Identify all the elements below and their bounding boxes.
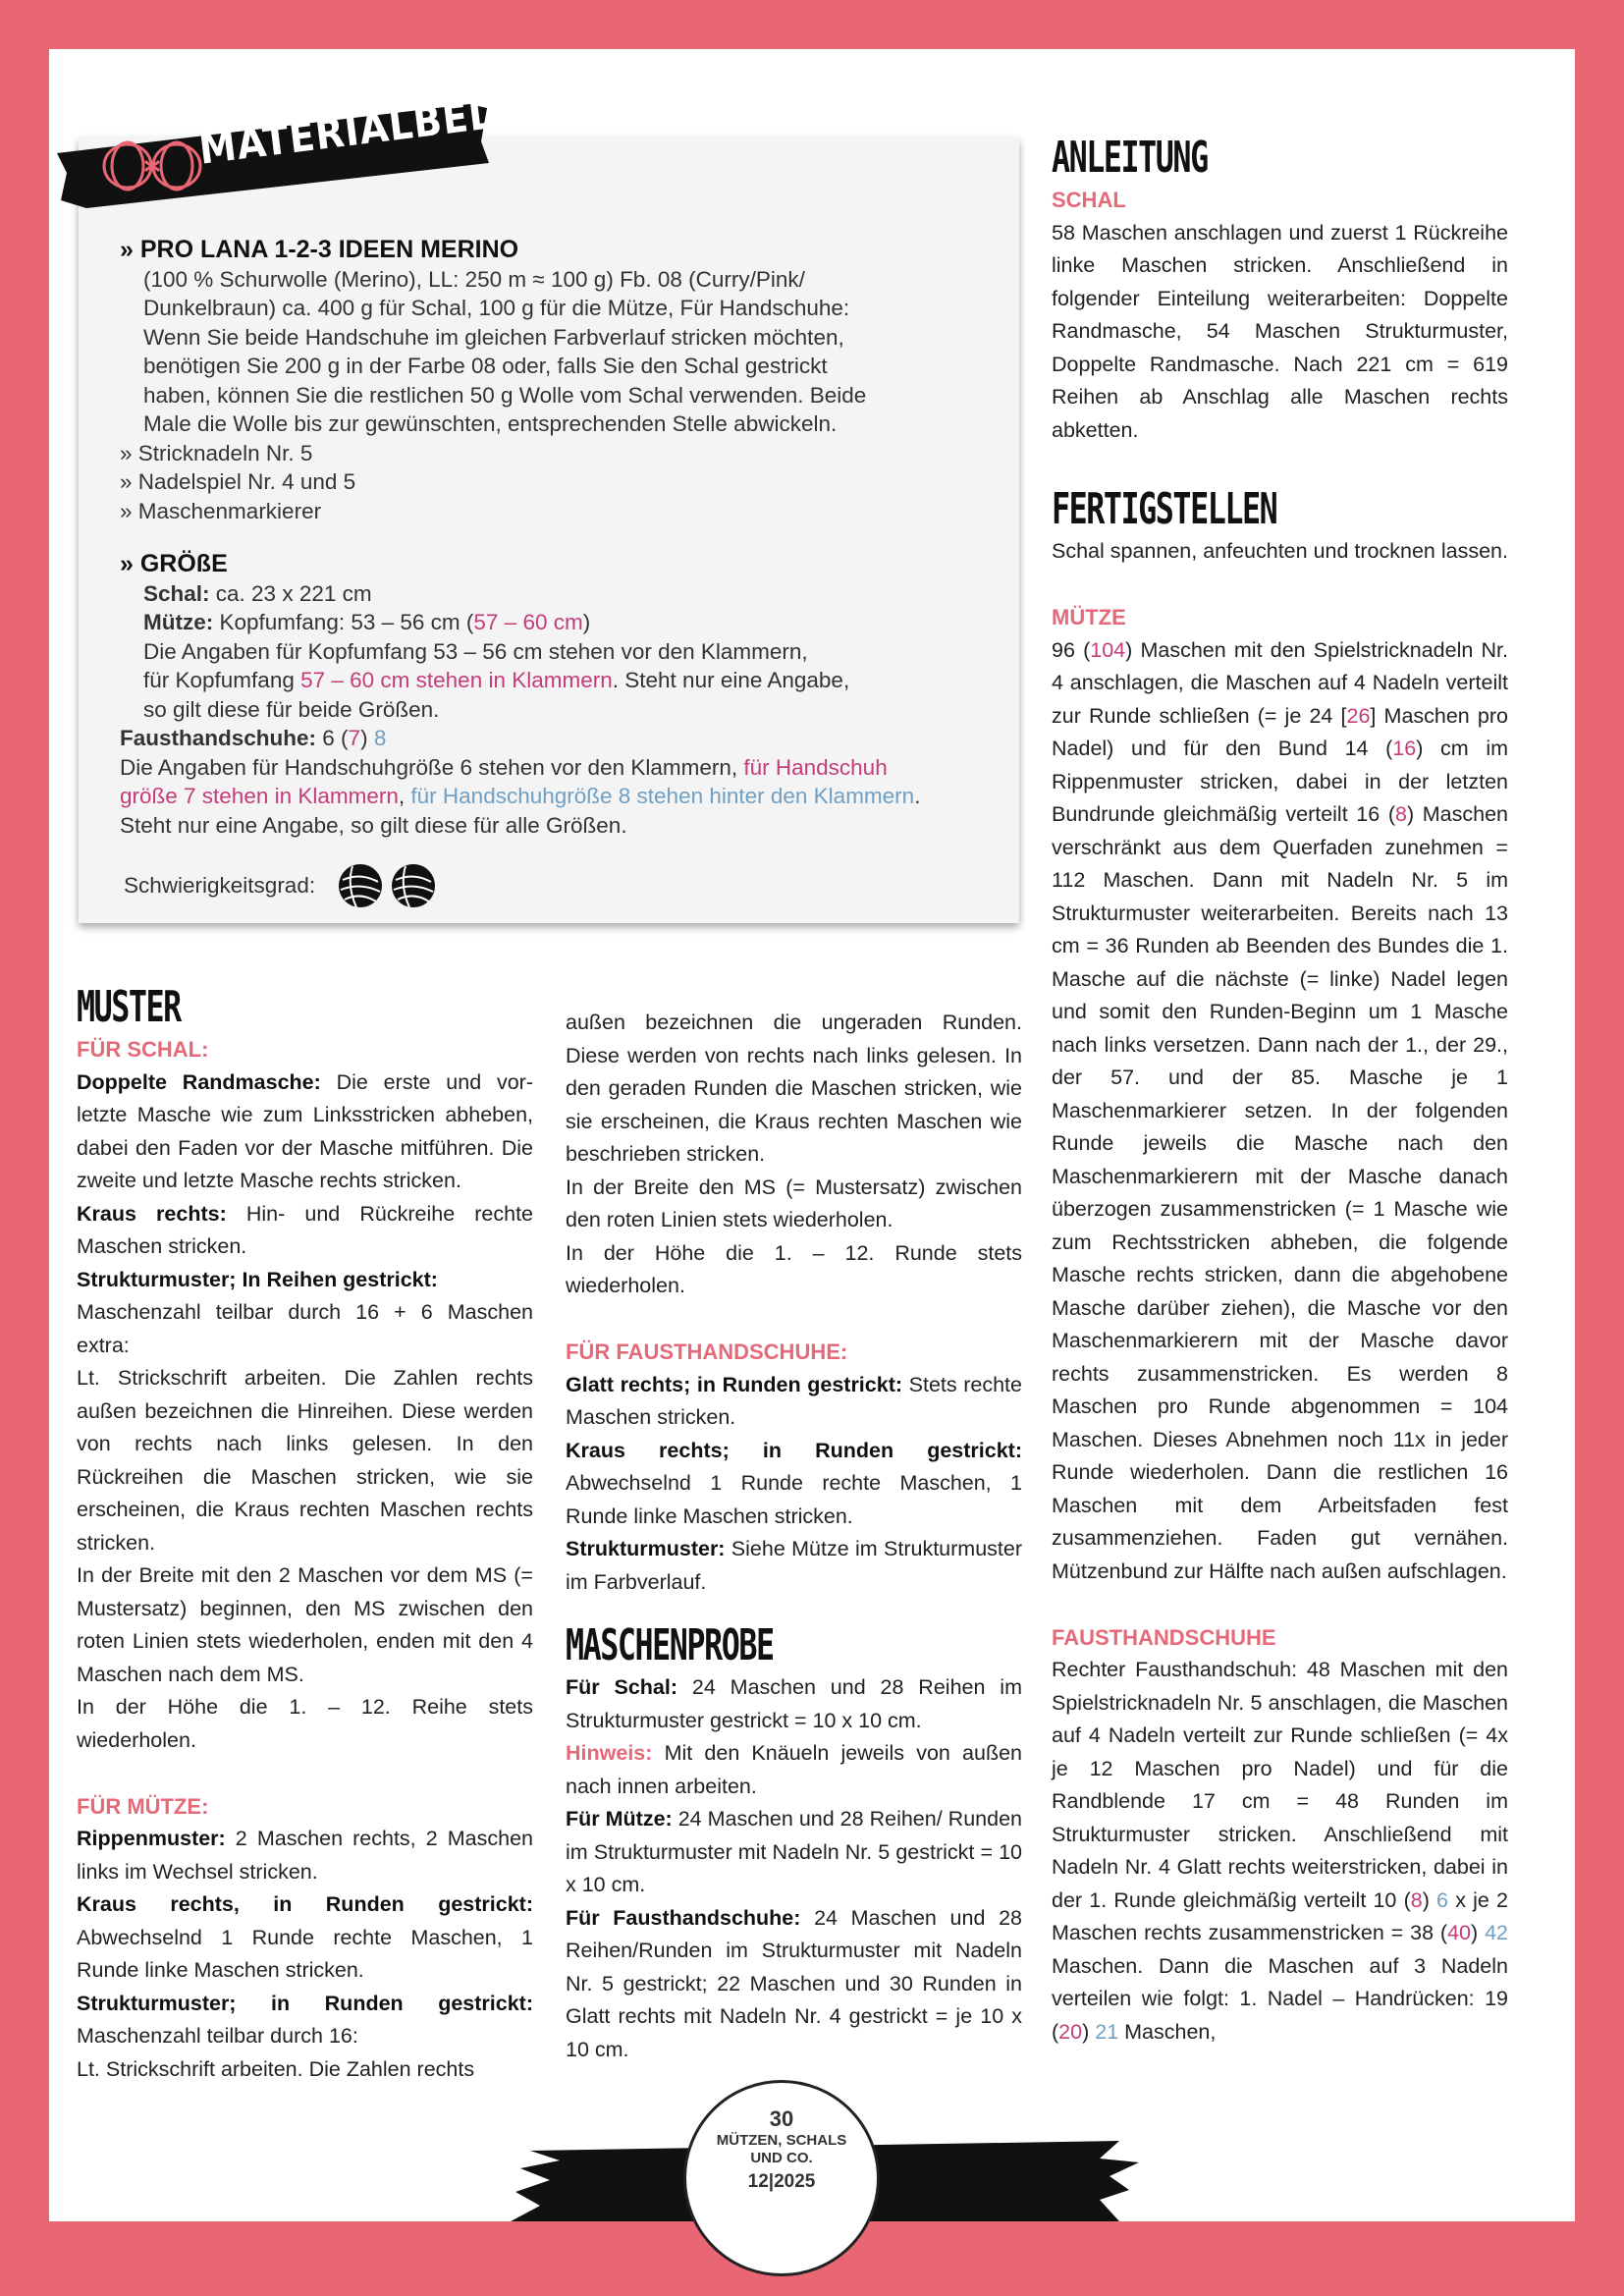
kraus-rechts-runden: Kraus rechts; in Runden gestrickt: Abwechselnd 1 Runde rechte Maschen, 1 Runde linke Maschen stricken. [566,1438,1022,1528]
material-title: MATERIALBEDARF [196,78,588,174]
size-faust: Fausthandschuhe: 6 (7) 8 [120,726,387,750]
schal-subhead: SCHAL [1052,188,1126,212]
tool-item: » Nadelspiel Nr. 4 und 5 [120,469,356,494]
anleitung-heading: ANLEITUNG [1052,133,1208,183]
muetze-subhead: MÜTZE [1052,605,1126,629]
paragraph: Schal spannen, anfeuchten und trocknen lassen. [1052,539,1508,563]
page [49,49,1575,2221]
yarn-line: Wenn Sie beide Handschuhe im gleichen Farbverlauf stricken möchten, [143,324,844,350]
muster-heading: MUSTER [77,982,181,1032]
paragraph: In der Höhe die 1. – 12. Reihe stets wiederholen. [77,1695,533,1752]
yarn-head: » PRO LANA 1-2-3 IDEEN MERINO [120,236,519,263]
paragraph: Maschenzahl teilbar durch 16 + 6 Maschen extra: [77,1300,533,1357]
kraus-runden: Kraus rechts, in Runden gestrickt: Abwechselnd 1 Runde rechte Maschen, 1 Runde linke Maschen stricken. [77,1892,533,1982]
magazine-title: MÜTZEN, SCHALS [716,2132,847,2149]
size-note: für Kopfumfang 57 – 60 cm stehen in Klammern. Steht nur eine Angabe, [143,668,850,692]
page-number-badge [683,2080,880,2276]
yarn-line: Male die Wolle bis zur gewünschten, entsprechenden Stelle abwickeln. [143,411,838,436]
size-note: so gilt diese für beide Größen. [143,696,440,722]
struktur-head: Strukturmuster; In Reihen gestrickt: [77,1267,438,1291]
size-note: Die Angaben für Kopfumfang 53 – 56 cm stehen vor den Klammern, [143,638,808,664]
size-head: » GRÖßE [120,550,228,577]
page-number: 30 [769,2106,794,2131]
muetze-instructions: 96 (104) Maschen mit den Spielstricknadeln Nr. 4 anschlagen, die Maschen auf 4 Nadeln verteilt zur Runde schließen (= je 24 [26] Maschen pro Nadel) und für den Bund 14 (16) cm im Rippenmuster stricken, dabei in der letzten Bundrunde gleichmäßig verteilt 16 (8) Maschen verschränkt aus dem Querfaden zunehmen = 112 Maschen. Dann mit Nadeln Nr. 5 im Strukturmuster weiterarbeiten. Bereits nach 13 cm = 36 Runden ab Beenden des Bundes die 1. Masche auf die nächste (= linke) Nadel legen und somit den Runden-Beginn um 1 Masche nach links versetzen. Dann nach der 1., der 29., der 57. und der 85. Masche je 1 Maschenmarkierer setzen. In der folgenden Runde jeweils die Masche nach den Maschenmarkierern mit der Masche danach überzogen zusammenstricken (= 1 Masche wie zum Rechtsstricken abheben, die folgende Masche rechts stricken, dann die abgehobene Masche darüber ziehen), die Masche vor den Maschenmarkierern mit der Masche davor rechts zusammenstricken. Es werden 8 Maschen pro Runde abgenommen = 104 Maschen. Dieses Abnehmen noch 11x in jeder Runde wiederholen. Dann die restlichen 16 Maschen mit dem Arbeitsfaden fest zusammenziehen. Faden gut vernähen. Mützenbund zur Hälfte nach außen aufschlagen. [1052,637,1509,1583]
yarn-ball-icon [390,862,437,909]
material-box [79,78,1019,923]
issue-date: 12|2025 [747,2171,816,2192]
faust-note: Steht nur eine Angabe, so gilt diese für alle Größen. [120,812,627,838]
paragraph: Lt. Strickschrift arbeiten. Die Zahlen rechts außen bezeichnen die Hinreihen. Diese werden von rechts nach links gelesen. In den Rückreihen die Maschen stricken, wie sie erscheinen, die Kraus rechten Maschen rechts stricken. [77,1366,533,1555]
yarn-line: Dunkelbraun) ca. 400 g für Schal, 100 g für die Mütze, Für Handschuhe: [143,296,850,320]
mp-faust: Für Fausthandschuhe: 24 Maschen und 28 Reihen/Runden im Strukturmuster mit Nadeln Nr. 5 gestrickt; 22 Maschen und 30 Runden in Glatt rechts mit Nadeln Nr. 4 gestrickt = je 10 x 10 cm. [566,1905,1022,2061]
paragraph: 58 Maschen anschlagen und zuerst 1 Rückreihe linke Maschen stricken. Anschließend in folgender Einteilung weiterarbeiten: Doppelte Randmasche, 54 Maschen Strukturmuster, Doppelte Randmasche. Nach 221 cm = 619 Reihen ab Anschlag alle Maschen rechts abketten. [1052,220,1508,442]
rippenmuster: Rippenmuster: 2 Maschen rechts, 2 Maschen links im Wechsel stricken. [77,1827,533,1884]
difficulty-label: Schwierigkeitsgrad: [124,873,316,899]
faust-subhead: FAUSTHANDSCHUHE [1052,1624,1276,1650]
paragraph: In der Breite den MS (= Mustersatz) zwischen den roten Linien stets wiederholen. [566,1175,1022,1231]
faust-instructions: Rechter Fausthandschuh: 48 Maschen mit den Spielstricknadeln Nr. 5 anschlagen, die Maschen auf 4 Nadeln verteilt zur Runde schließen (= 4x je 12 Maschen pro Nadel) und für die Randblende 17 cm = 48 Runden im Strukturmuster stricken. Anschließend mit Nadeln Nr. 4 Glatt rechts weiterstricken, dabei in der 1. Runde gleichmäßig verteilt 10 (8) 6 x je 2 Maschen rechts zusammenstricken = 38 (40) 42 Maschen. Dann die Maschen auf 3 Nadeln verteilen wie folgt: 1. Nadel – Handrücken: 19 (20) 21 Maschen, [1052,1658,1508,2044]
size-schal: Schal: ca. 23 x 221 cm [143,580,372,606]
yarn-ball-icon [337,862,384,909]
muster-column [77,982,533,2086]
mp-muetze: Für Mütze: 24 Maschen und 28 Reihen/ Runden im Strukturmuster mit Nadeln Nr. 5 gestrickt = 10 x 10 cm. [566,1807,1022,1896]
struktur-runden: Strukturmuster; in Runden gestrickt: Maschenzahl teilbar durch 16: [77,1991,533,2048]
yarn-line: (100 % Schurwolle (Merino), LL: 250 m ≈ 100 g) Fb. 08 (Curry/Pink/ [143,266,805,292]
tool-item: » Maschenmarkierer [120,498,322,523]
yarn-lines [120,265,984,439]
doppelte-randmasche: Doppelte Randmasche: Die erste und vor-letzte Masche wie zum Linksstricken abheben, dabei den Faden vor der Masche mitführen. Die zweite und letzte Masche rechts stricken. [77,1069,533,1192]
yarn-icon [98,132,206,200]
fuer-schal-subhead: FÜR SCHAL: [77,1037,209,1062]
paragraph: Lt. Strickschrift arbeiten. Die Zahlen rechts [77,2056,475,2081]
paragraph: In der Höhe die 1. – 12. Runde stets wiederholen. [566,1240,1022,1297]
paragraph: In der Breite mit den 2 Maschen vor dem MS (= Mustersatz) beginnen, den MS zwischen den roten Linien stets wiederholen, enden mit den 4 Maschen nach dem MS. [77,1563,533,1686]
yarn-block [120,236,984,525]
fuer-muetze-subhead: FÜR MÜTZE: [77,1793,209,1819]
middle-column [566,1007,1022,2066]
magazine-title-2: UND CO. [750,2150,813,2166]
fertigstellen-heading: FERTIGSTELLEN [1052,484,1277,534]
tool-item: » Stricknadeln Nr. 5 [120,440,313,465]
yarn-line: haben, können Sie die restlichen 50 g Wolle vom Schal verwenden. Beide [143,382,867,408]
faust-note: Die Angaben für Handschuhgröße 6 stehen vor den Klammern, für Handschuh [120,754,888,780]
size-muetze: Mütze: Kopfumfang: 53 – 56 cm (57 – 60 cm) [143,610,591,634]
glatt-rechts: Glatt rechts; in Runden gestrickt: Stets rechte Maschen stricken. [566,1372,1022,1429]
hinweis: Hinweis: Mit den Knäueln jeweils von außen nach innen arbeiten. [566,1741,1022,1798]
size-block [120,550,1003,840]
mp-schal: Für Schal: 24 Maschen und 28 Reihen im Strukturmuster gestrickt = 10 x 10 cm. [566,1675,1022,1732]
paragraph: außen bezeichnen die ungeraden Runden. Diese werden von rechts nach links gelesen. In den geraden Runden die Maschen stricken, wie sie erscheinen, die Kraus rechten Maschen wie beschrieben stricken. [566,1011,1022,1166]
anleitung-column [1052,133,1508,2049]
difficulty-row [124,862,516,909]
faust-note: größe 7 stehen in Klammern, für Handschuhgröße 8 stehen hinter den Klammern. [120,784,921,808]
kraus-rechts: Kraus rechts: Hin- und Rückreihe rechte Maschen stricken. [77,1201,534,1258]
fuer-faust-subhead: FÜR FAUSTHANDSCHUHE: [566,1339,848,1364]
maschenprobe-heading: MASCHENPROBE [566,1620,774,1670]
strukturmuster: Strukturmuster: Siehe Mütze im Strukturmuster im Farbverlauf. [566,1537,1022,1594]
yarn-line: benötigen Sie 200 g in der Farbe 08 oder, falls Sie den Schal gestrickt [143,354,828,378]
